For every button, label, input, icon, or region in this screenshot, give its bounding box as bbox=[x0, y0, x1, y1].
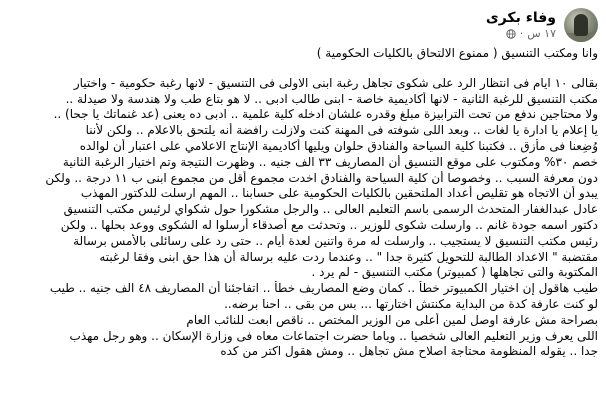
dot-separator: · bbox=[519, 27, 524, 40]
avatar-figure bbox=[574, 14, 588, 36]
post-line: مكتب التنسيق للرغبة الثانية - لانها أكاديمية خاصة - ابنى طالب ادبى .. لا هو بتاع طب ولا هندسة ولا صيدلة .. bbox=[65, 91, 598, 106]
post-line: عادل عبدالغفار المتحدث الرسمى باسم التعليم العالى .. والرجل مشكورا حول شكواي لرئيس مكتب التنسيق bbox=[63, 202, 598, 217]
post-line: دون معرفة السبب .. وخصوصا أن كلية السياحة والفنادق اخدت مجموع أقل من مجموع ابنى ب ١١ درجة .. ولكن bbox=[45, 170, 598, 185]
globe-icon[interactable] bbox=[506, 29, 516, 39]
post-line: يا إعلام يا ادارة يا لغات .. وبعد اللى شوفته فى المهنة كنت ولازلت رافضة أنه يلتحق بالاعلام .. ولكن لأننا bbox=[85, 123, 598, 138]
post-line: خصم ٣٠% ومكتوب على موقع التنسيق أن المصاريف ٣٣ الف جنيه .. وظهرت النتيجة وتم اختيار الرغبة الثانية bbox=[62, 154, 598, 169]
post-line: يبدو أن الاتجاه هو تقليص أعداد الملتحقين بالكليات الحكومية على حسابنا .. المهم ارسلت للدكتور المهذب bbox=[80, 186, 598, 201]
avatar[interactable] bbox=[564, 8, 598, 42]
post-line: طيب هاقول إن اختيار الكمبيوتر خطأ .. كمان وضع المصاريف خطأ .. اتفاجئنا أن المصاريف ٤٨ الف جنيه .. طيب bbox=[49, 281, 598, 296]
post-body bbox=[6, 44, 598, 360]
post-line: بصراحة مش عارفة اوصل لمين أعلى من الوزير المختص .. ناقص ابعت للنائب العام bbox=[186, 312, 598, 327]
post-subline bbox=[506, 27, 556, 41]
post-line: دكتور اسمه جودة غانم .. وارسلت شكوى للوزير .. وتحدثت مع أصدقاء أرسلوا له الشكوى ووعد بحلها .. ولكن bbox=[60, 217, 598, 232]
post-line: لو كنت عارفة كدة من البداية مكنتش اختارتها ... بس من بقى .. احنا برضه.. bbox=[224, 296, 598, 311]
post-meta bbox=[486, 9, 556, 41]
post-time[interactable]: ١٧ س bbox=[527, 27, 556, 40]
post-header bbox=[8, 6, 598, 44]
author-name[interactable]: وفاء بكرى bbox=[485, 10, 556, 26]
post-title: وانا ومكتب التنسيق ( ممنوع الالتحاق بالكليات الحكومية ) bbox=[316, 46, 598, 60]
post-line: جدا .. يقوله المنظومة محتاجة اصلاح مش تجاهل .. ومش هقول اكتر من كده bbox=[220, 344, 598, 359]
post-line: مقتضبة " الاعداد الطالبة للتحويل كثيرة جدا " .. وعندما ردت عليه برسالة أن هذا حق ابنى وفقا لرغبته bbox=[99, 249, 598, 264]
post-line: المكتوبة والتى تجاهلها ( كمبيوتر) مكتب التنسيق - لم يرد . bbox=[311, 265, 598, 280]
post-line: اللى يعرف وزير التعليم العالى شخصيا .. وياما حضرت اجتماعات معاه فى وزارة الإسكان .. وهو رجل مهذب bbox=[69, 328, 598, 343]
post-line: بقالى ١٠ ايام فى انتظار الرد على شكوى تجاهل رغبة ابنى الاولى فى التنسيق - لانها رغبة حكومية - واختيار bbox=[73, 75, 598, 90]
post-line: ولا محتاجين ندفع من تحت الترابيزة مبلغ وقدره علشان ادخله كلية علمية .. ادبى ده يعنى (عد غنماتك يا جحا) .. bbox=[53, 107, 598, 122]
post-line: وُضِعنا فى مأزق .. فكتبنا كلية السياحة والفنادق حلوان ويليها أكاديمية الإنتاج الاعلامي على اعتبار أن لوالده bbox=[79, 138, 598, 153]
post-line: رئيس مكتب التنسيق لا يستجيب .. وارسلت له مرة واتنين لعدة أيام .. حتى رد على رسائلى بالأمس برسالة bbox=[73, 233, 598, 248]
